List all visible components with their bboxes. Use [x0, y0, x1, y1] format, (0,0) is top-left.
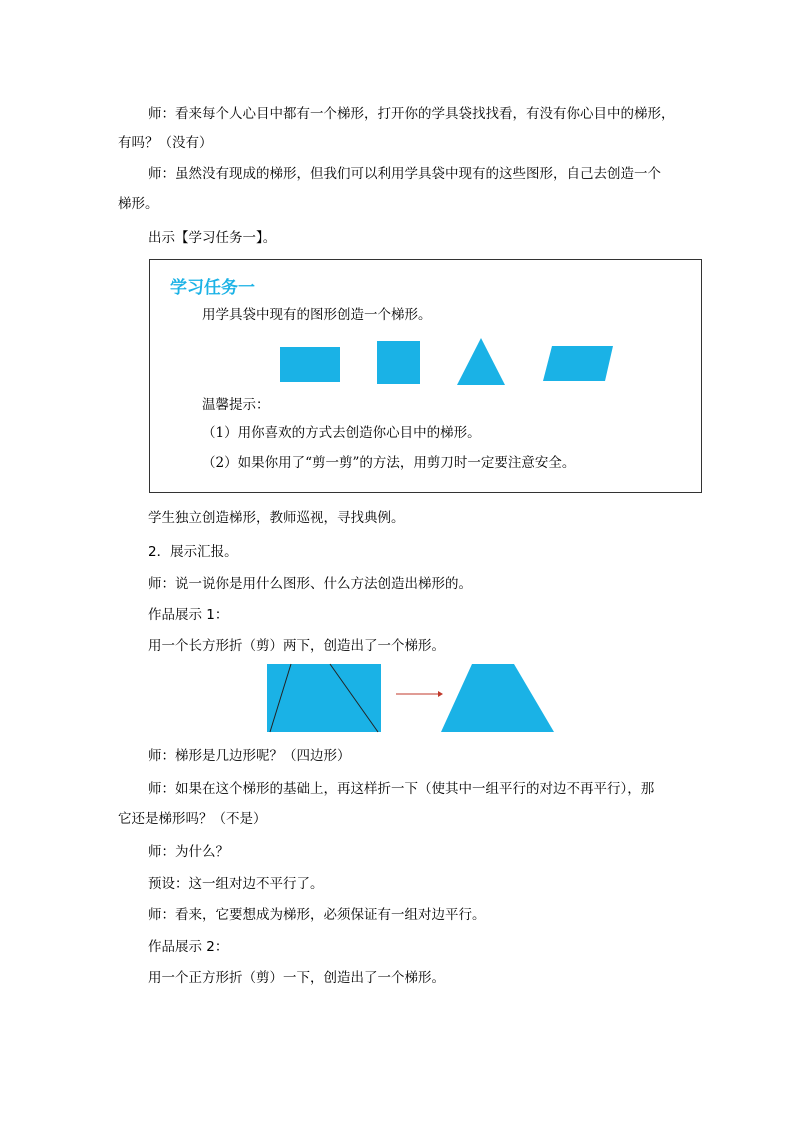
task-title: 学习任务一 — [170, 278, 255, 298]
paragraph-8: 师：说一说你是用什么图形、什么方法创造出梯形的。 — [148, 576, 472, 592]
paragraph-10: 用一个长方形折（剪）两下，创造出了一个梯形。 — [148, 638, 445, 654]
tip-2: （2）如果你用了“剪一剪”的方法，用剪刀时一定要注意安全。 — [202, 455, 576, 471]
paragraph-15: 预设：这一组对边不平行了。 — [148, 876, 324, 892]
rectangle-shape — [280, 347, 340, 382]
paragraph-7: 2．展示汇报。 — [148, 544, 238, 560]
parallelogram-shape — [543, 346, 613, 381]
square-shape — [377, 341, 420, 384]
task-box — [149, 259, 702, 493]
result-trapezoid — [441, 664, 554, 732]
paragraph-12: 师：如果在这个梯形的基础上，再这样折一下（使其中一组平行的对边不再平行），那 — [148, 781, 655, 797]
paragraph-13: 它还是梯形吗？（不是） — [118, 811, 267, 827]
paragraph-16: 师：看来，它要想成为梯形，必须保证有一组对边平行。 — [148, 907, 486, 923]
paragraph-17: 作品展示 2： — [148, 939, 229, 955]
paragraph-18: 用一个正方形折（剪）一下，创造出了一个梯形。 — [148, 970, 445, 986]
tip-1: （1）用你喜欢的方式去创造你心目中的梯形。 — [202, 425, 481, 441]
paragraph-1: 师：看来每个人心目中都有一个梯形，打开你的学具袋找找看，有没有你心目中的梯形， — [148, 106, 675, 122]
paragraph-14: 师：为什么？ — [148, 844, 229, 860]
paragraph-6: 学生独立创造梯形，教师巡视，寻找典例。 — [148, 510, 405, 526]
paragraph-9: 作品展示 1： — [148, 607, 229, 623]
task-instruction: 用学具袋中现有的图形创造一个梯形。 — [202, 307, 432, 323]
fold-figure — [266, 662, 566, 736]
tips-heading: 温馨提示： — [202, 397, 270, 413]
paragraph-2: 有吗？（没有） — [118, 135, 213, 151]
arrow-head — [438, 691, 443, 697]
paragraph-11: 师：梯形是几边形呢？（四边形） — [148, 748, 351, 764]
paragraph-4: 梯形。 — [118, 196, 159, 212]
paragraph-5: 出示【学习任务一】。 — [148, 230, 277, 246]
folded-rectangle — [267, 664, 381, 732]
paragraph-3: 师：虽然没有现成的梯形，但我们可以利用学具袋中现有的这些图形，自己去创造一个 — [148, 166, 661, 182]
triangle-shape — [457, 338, 505, 385]
